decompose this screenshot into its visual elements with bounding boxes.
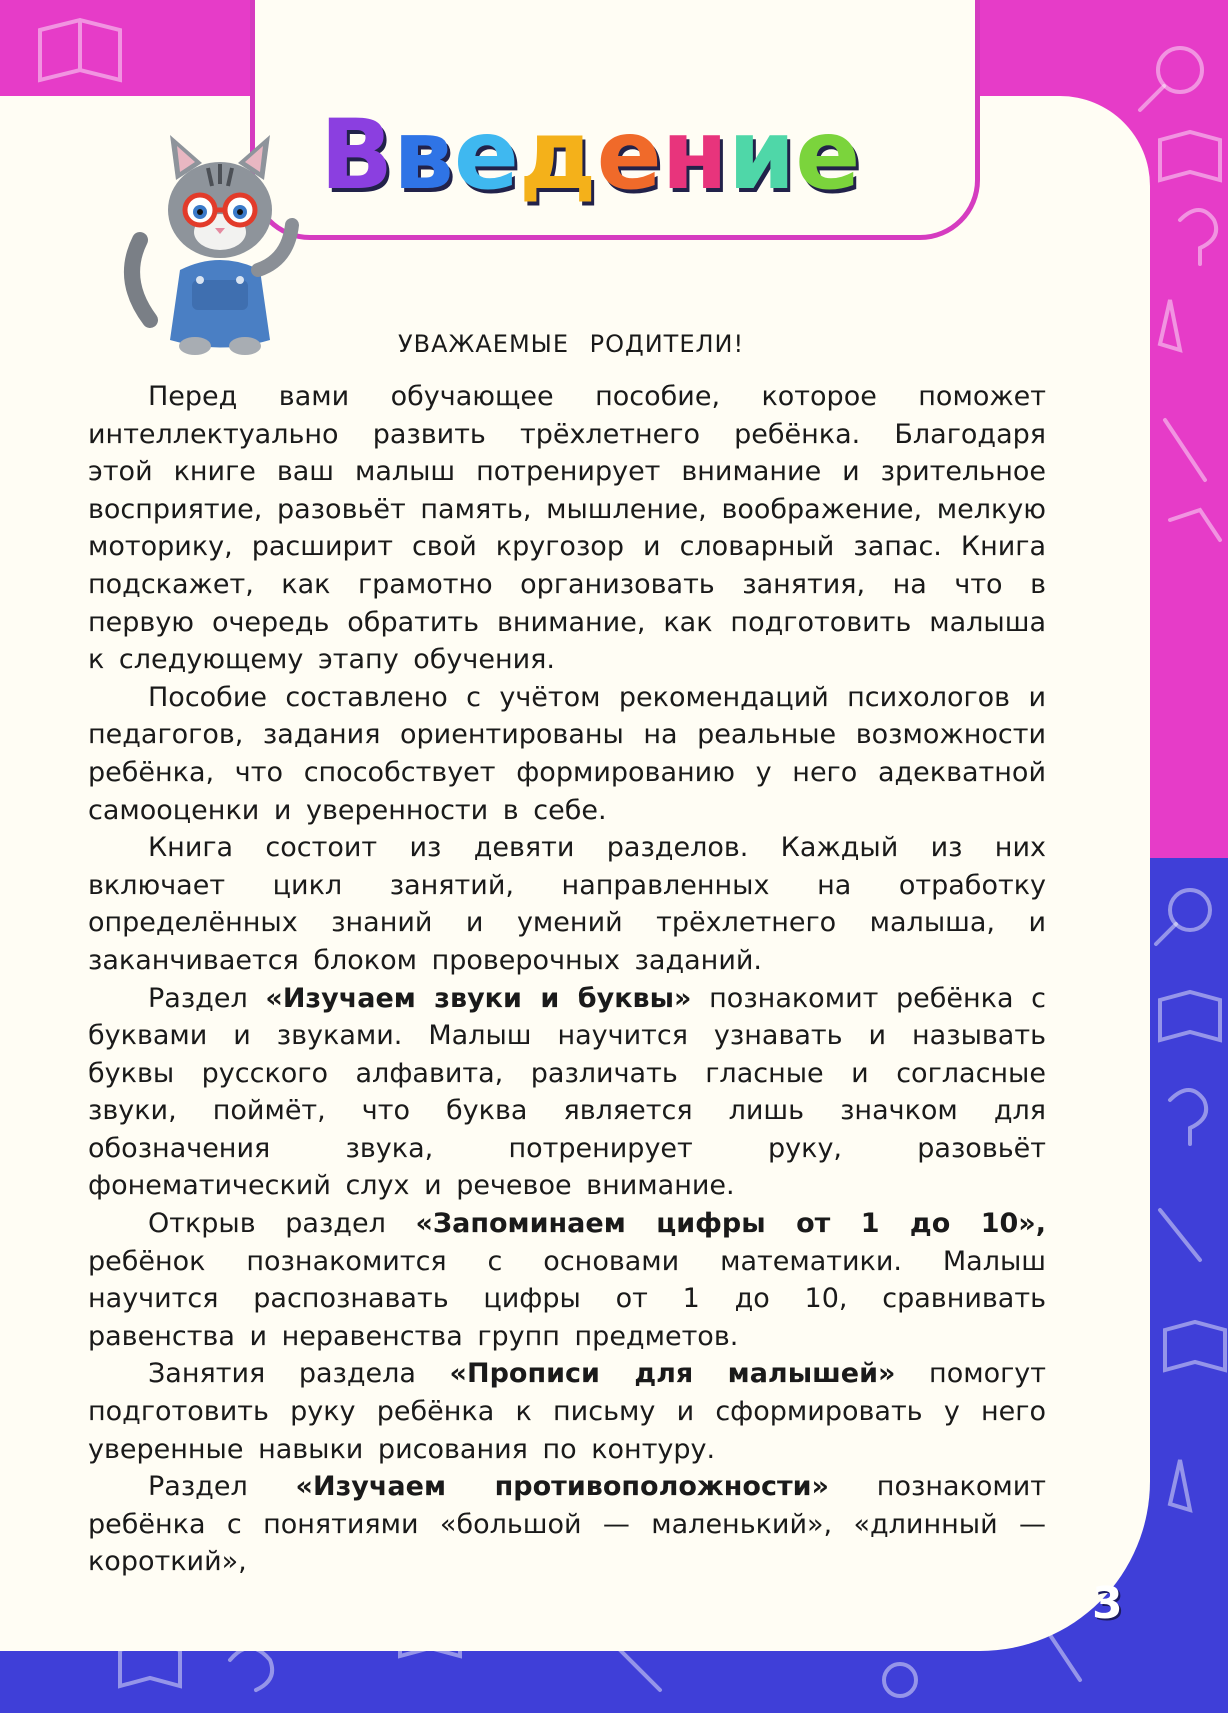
title-letter: е [596, 99, 662, 211]
section-name: «Прописи для малышей» [449, 1358, 896, 1390]
title-letter: н [661, 99, 728, 211]
paragraph [88, 980, 1046, 1206]
title-letter: В [320, 99, 394, 211]
paragraph-text: Открыв раздел [148, 1208, 416, 1240]
paragraph [88, 378, 1046, 679]
paragraph-text: Раздел [148, 982, 266, 1014]
paragraph-text: познакомит ребёнка с буквами и звуками. Малыш научится узнавать и называть буквы русского алфавита, различать гласные и согласные звуки, поймёт, что буква является лишь значком для обозначения звука, потренирует руку, разовьёт фонематический слух и речевое внимание. [88, 982, 1046, 1202]
paragraph-text: ребёнок познакомится с основами математики. Малыш научится распознавать цифры от 1 до 10, сравнивать равенства и неравенства групп предметов. [88, 1245, 1046, 1352]
paragraph [88, 829, 1046, 979]
paragraph-text: помогут подготовить руку ребёнка к письму и сформировать у него уверенные навыки рисования по контуру. [88, 1358, 1046, 1465]
paragraph [88, 679, 1046, 829]
paragraph [88, 1355, 1046, 1468]
title-letter: в [393, 99, 454, 211]
title-letter: д [519, 99, 597, 211]
paragraph-text: Пособие составлено с учётом рекомендаций психологов и педагогов, задания ориентированы на реальные возможности ребёнка, что способствует формированию у него адекватной самооценки и уверенности в себе. [88, 681, 1046, 826]
paragraph [88, 1205, 1046, 1355]
intro-text [88, 378, 1046, 1581]
paragraph-text: Раздел [148, 1471, 296, 1503]
paragraph [88, 1468, 1046, 1581]
page-number: 3 [1092, 1578, 1123, 1629]
section-name: «Запоминаем цифры от 1 до 10», [415, 1208, 1046, 1240]
section-name: «Изучаем звуки и буквы» [265, 982, 692, 1014]
cat-mascot-illustration [120, 120, 320, 360]
paragraph-text: Книга состоит из девяти разделов. Каждый из них включает цикл занятий, направленных на отработку определённых знаний и умений трёхлетнего малыша, и заканчивается блоком проверочных заданий. [88, 832, 1046, 976]
paragraph-text: Занятия раздела [148, 1358, 450, 1390]
page-title [320, 100, 920, 210]
paragraph-text: Перед вами обучающее пособие, которое поможет интеллектуально развить трёхлетнего ребёнка. Благодаря этой книге ваш малыш потренирует внимание и зрительное восприятие, разовьёт память, мышление, воображение, мелкую моторику, расширит свой кругозор и словарный запас. Книга подскажет, как грамотно организовать занятия, на что в первую очередь обратить внимание, как подготовить малыша к следующему этапу обучения. [88, 381, 1046, 676]
section-heading: УВАЖАЕМЫЕ РОДИТЕЛИ! [398, 330, 745, 358]
section-name: «Изучаем противоположности» [295, 1471, 829, 1503]
title-letter: и [728, 99, 796, 211]
paragraph-text: познакомит ребёнка с понятиями «большой — маленький», «длинный — короткий», [88, 1471, 1047, 1578]
title-letter: е [453, 99, 520, 211]
title-letter: е [795, 99, 861, 211]
